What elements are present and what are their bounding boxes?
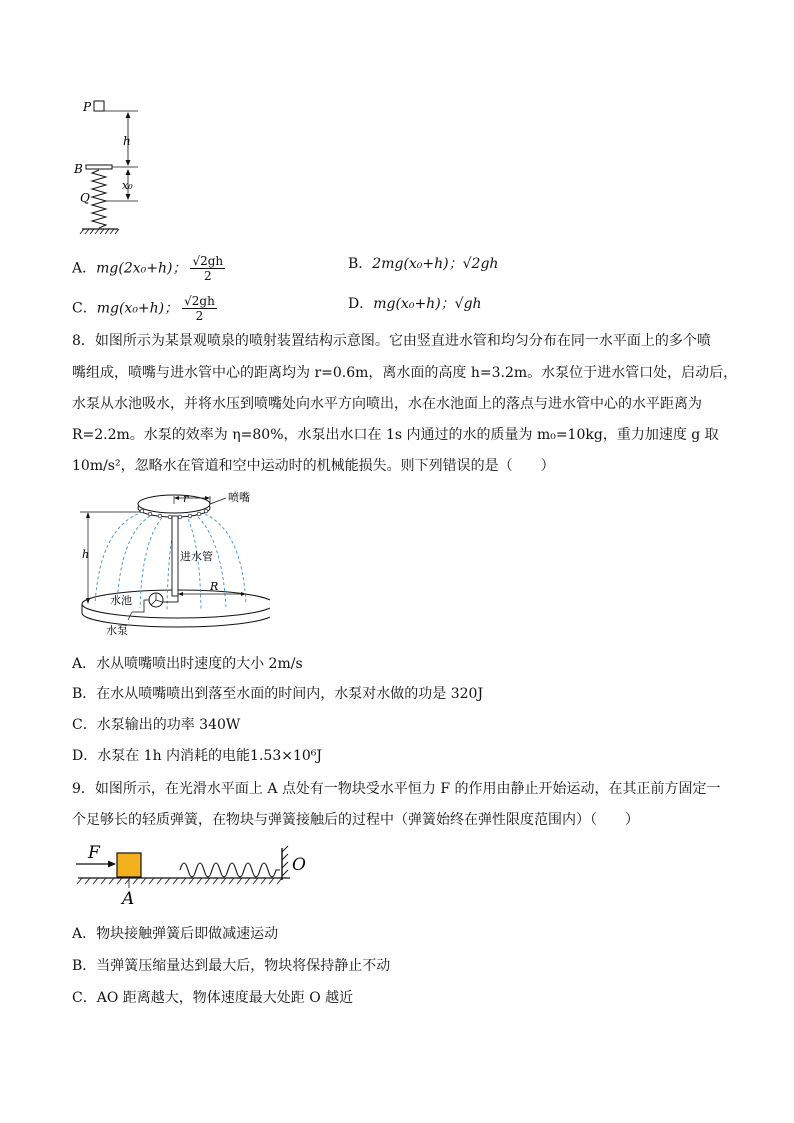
label-h: h — [82, 548, 90, 561]
q8-option-a[interactable]: A．水从喷嘴喷出时速度的大小 2m/s — [72, 656, 303, 672]
q8-option-b[interactable]: B．在水从喷嘴喷出到落至水面的时间内，水泵对水做的功是 320J — [72, 686, 484, 702]
label-a: A — [122, 889, 135, 909]
q7-option-c[interactable]: C．mg(x₀+h)； $\frac{√2gh}{2}$ — [72, 294, 215, 323]
label-pool: 水池 — [110, 594, 132, 607]
q8-option-d[interactable]: D．水泵在 1h 内消耗的电能1.53×10⁶J — [72, 748, 322, 764]
label-p: P — [83, 100, 92, 114]
label-R: R — [210, 580, 219, 593]
q9-option-b[interactable]: B．当弹簧压缩量达到最大后，物块将保持静止不动 — [72, 958, 391, 974]
label-q: Q — [80, 191, 90, 205]
q8-fountain-figure — [70, 486, 270, 641]
label-x0: x₀ — [122, 179, 133, 192]
q7-option-d[interactable]: D．mg(x₀+h)；√gh — [348, 296, 482, 312]
q8-stem-line-3: 水泵从水池吸水，并将水压到喷嘴处向水平方向喷出，水在水池面上的落点与进水管中心的水平距离为 — [72, 396, 702, 412]
q7-option-a[interactable]: A．mg(2x₀+h)； $\frac{√2gh}{2}$ — [72, 254, 224, 283]
q7-option-b[interactable]: B．2mg(x₀+h)；√2gh — [348, 256, 499, 272]
label-o: O — [292, 855, 306, 875]
q9-stem-line-1: 9．如图所示，在光滑水平面上 A 点处有一物块受水平恒力 F 的作用由静止开始运动，在其正前方固定一 — [72, 781, 721, 797]
label-r: r — [183, 492, 189, 505]
label-pipe: 进水管 — [180, 550, 213, 563]
q8-stem-line-1: 8．如图所示为某景观喷泉的喷射装置结构示意图。它由竖直进水管和均匀分布在同一水平面上的多个喷 — [72, 333, 711, 349]
q9-stem-line-2: 个足够长的轻质弹簧，在物块与弹簧接触后的过程中（弹簧始终在弹性限度范围内）（ ） — [72, 812, 639, 828]
label-b: B — [74, 162, 83, 176]
q8-stem-line-5: 10m/s²，忽略水在管道和空中运动时的机械能损失。则下列错误的是（ ） — [72, 458, 555, 474]
q9-option-a[interactable]: A．物块接触弹簧后即做减速运动 — [72, 926, 279, 942]
label-f: F — [88, 843, 100, 863]
label-pump: 水泵 — [106, 624, 128, 637]
q9-figure — [70, 840, 320, 910]
q8-stem-line-4: R=2.2m。水泵的效率为 η=80%，水泵出水口在 1s 内通过的水的质量为 m₀=10kg，重力加速度 g 取 — [72, 427, 719, 443]
q8-option-c[interactable]: C．水泵输出的功率 340W — [72, 717, 241, 733]
q9-option-c[interactable]: C．AO 距离越大，物体速度最大处距 O 越近 — [72, 990, 354, 1006]
q8-stem-line-2: 嘴组成，喷嘴与进水管中心的距离均为 r=0.6m，离水面的高度 h=3.2m。水泵位于进水管口处，启动后， — [72, 365, 738, 381]
label-h: h — [123, 134, 131, 148]
label-nozzle: 喷嘴 — [228, 491, 250, 504]
q7-figure — [70, 95, 150, 240]
